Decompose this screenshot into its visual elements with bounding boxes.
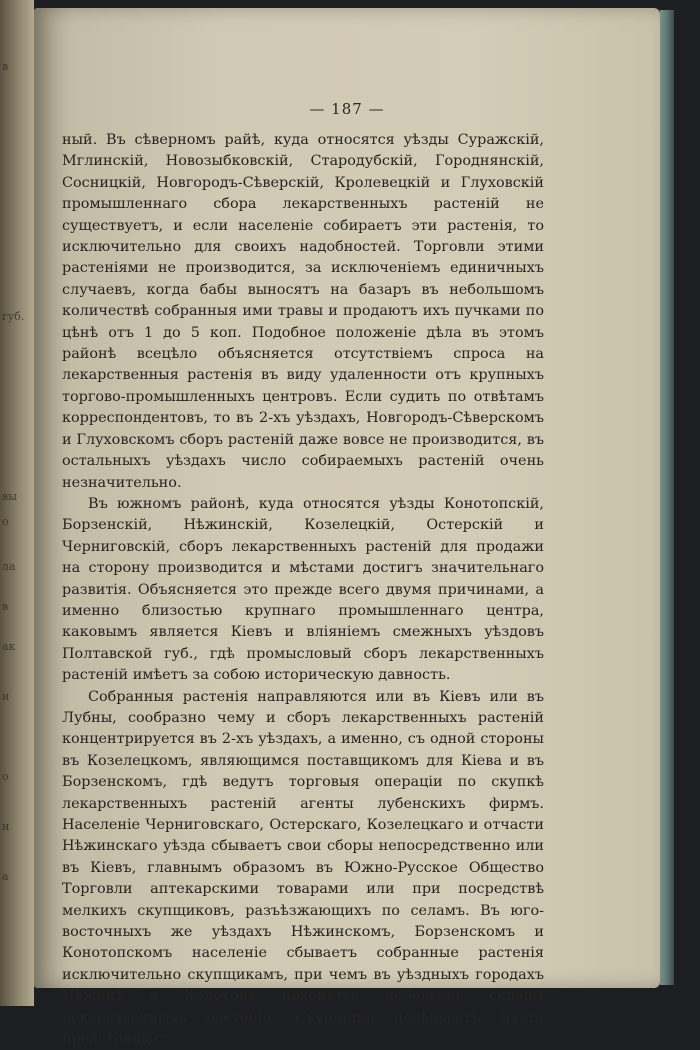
page-body: [62, 130, 544, 1050]
book-cover-edge: [660, 10, 674, 985]
paragraph: Въ южномъ районѣ, куда относятся уѣзды Конотопскій, Борзенскій, Нѣжинскій, Козелецкій, Остерскій и Черниговскій, сборъ лекарственныхъ растеній для продажи на сторону производится и мѣстами достигъ значительнаго развитія. Объясняется это прежде всего двумя причинами, а именно близостью крупнаго промышленнаго центра, каковымъ является Кіевъ и вліяніемъ смежныхъ уѣздовъ Полтавской губ., гдѣ промысловый сборъ лекарственныхъ растеній имѣетъ за собою историческую давность.: [62, 495, 544, 684]
left-page-fragment: а: [2, 870, 9, 883]
left-page-fragment: о: [2, 515, 9, 528]
book-page: [34, 8, 660, 1048]
left-page-fragment: ак: [2, 640, 16, 653]
left-page-fragment: и: [2, 690, 10, 703]
left-page-fragment: губ.: [2, 310, 25, 323]
paragraph: ный. Въ сѣверномъ райѣ, куда относятся уѣзды Суражскій, Мглинскій, Новозыбковскій, Стародубскій, Городнянскій, Сосницкій, Новгородъ-Сѣверскій, Кролевецкій и Глуховскій промышленнаго сбора лекарственныхъ растеній не существуетъ, и если населеніе собираетъ эти растенія, то исключительно для своихъ надобностей. Торговли этими растеніями не производится, за исключеніемъ единичныхъ случаевъ, когда бабы выносятъ на базаръ въ небольшомъ количествѣ собранныя ими травы и продаютъ ихъ пучками по цѣнѣ отъ 1 до 5 коп. Подобное положеніе дѣла въ этомъ районѣ всецѣло объясняется отсутствіемъ спроса на лекарственныя растенія въ виду удаленности отъ крупныхъ торгово-промышленныхъ центровъ. Если судить по отвѣтамъ корреспондентовъ, то въ 2-хъ уѣздахъ, Новгородъ-Сѣверскомъ и Глуховскомъ сборъ растеній даже вовсе не производится, въ остальныхъ уѣздахъ число собираемыхъ растеній очень незначительно.: [62, 132, 544, 491]
left-page-fragment: о: [2, 770, 9, 783]
adjacent-left-page: [0, 0, 34, 1006]
page-number: — 187 —: [309, 100, 385, 118]
paragraph: Собранныя растенія направляются или въ Кіевъ или въ Лубны, сообразно чему и сборъ лекарственныхъ растеній концентрируется въ 2-хъ уѣздахъ, а именно, съ одной стороны въ Козелецкомъ, являющимся поставщикомъ для Кіева и въ Борзенскомъ, гдѣ ведутъ торговыя операціи по скупкѣ лекарственныхъ растеній агенты лубенскихъ фирмъ. Населеніе Черниговскаго, Остерскаго, Козелецкаго и отчасти Нѣжинскаго уѣзда сбываетъ свои сборы непосредственно или въ Кіевъ, главнымъ образомъ въ Южно-Русское Общество Торговли аптекарскими товарами или при посредствѣ мелкихъ скупщиковъ, разъѣзжающихъ по селамъ. Въ юго-восточныхъ же уѣздахъ Нѣжинскомъ, Борзенскомъ и Конотопскомъ населеніе сбываетъ собранные растенія исключительно скупщикамъ, при чемъ въ уѣздныхъ городахъ Нѣжинѣ и Конотопѣ находятся небольшіе склады лекарственныхъ растеній. Скупщики посѣщаютъ мѣста предстоящаго: [62, 688, 544, 1048]
left-page-fragment: ла: [2, 560, 16, 573]
left-page-fragment: в: [2, 600, 9, 613]
left-page-fragment: в: [2, 60, 9, 73]
left-page-fragment: вы: [2, 490, 17, 503]
left-page-fragment: н: [2, 820, 10, 833]
